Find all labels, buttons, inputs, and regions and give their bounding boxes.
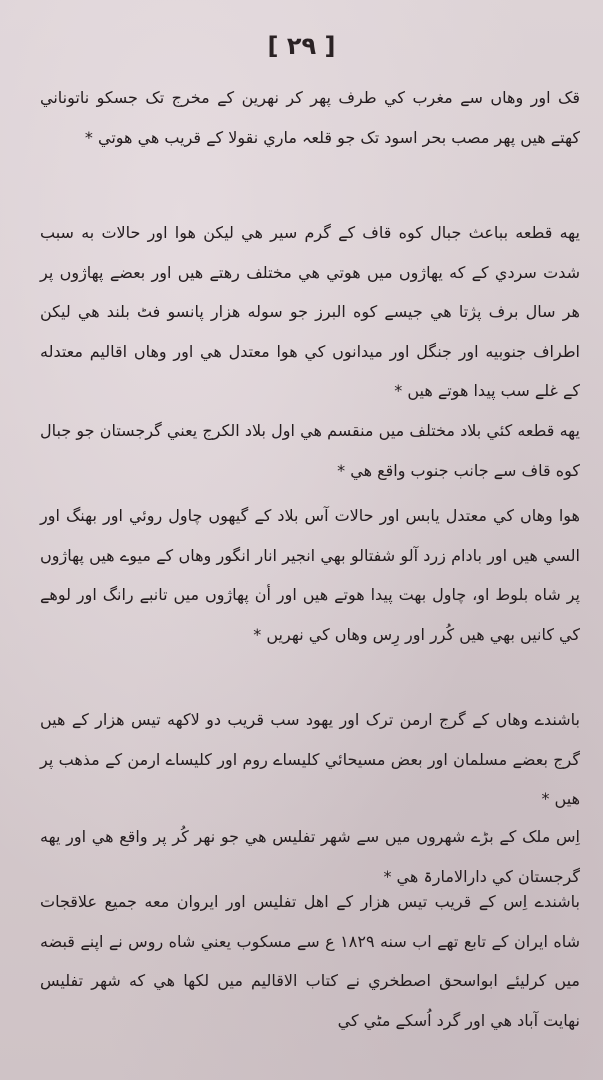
paragraph-text: باشندے وهاں کے گرج ارمن ترک اور يهود سب قريب دو لاکهه تيس هزار کے هيں گرج بعضے مسلمان اور بعض مسيحائي کليساے روم اور کليساے ارمن کے مذهب پر هيں *: [40, 710, 580, 808]
paragraph-text: باشندے اِس کے قريب تيس هزار کے اهل تفليس اور ايروان معه جميع علاقجات شاه ايران کے تابع تهے اب سنه ۱۸۲۹ ع سے مسکوب يعني شاه روس نے اپنے قبضه ميں کرليئے ابواسحق اصطخري نے کتاب الاقاليم ميں لکها هي که شهر تفليس نهايت آباد هي اور گرد اُسکے مٹي کي: [40, 892, 581, 1030]
paragraph-5: [40, 700, 580, 819]
paragraph-text: يهه قطعه بباعث جبال کوه قاف کے گرم سير هي ليکن هوا اور حالات به سبب شدت سردي کے که يهاژوں ميں هوتي هي مختلف رهتے هيں اور بعضے پهاژوں پر هر سال برف پژتا هي جيسے کوه البرز جو سوله هزار پانسو فٹ بلند هي ليکن اطراف جنوبيه اور جنگل اور ميدانوں کي هوا معتدل هي اور وهاں اقاليم معتدله کے غلے سب پيدا هوتے هيں *: [40, 223, 580, 400]
paragraph-text: قک اور وهاں سے مغرب کي طرف پهر کر نهرين کے مخرج تک جسکو ناتوناني کهتے هيں پهر مصب بحر اسود تک جو قلعہ ماري نقولا کے قريب هي هوتي *: [40, 88, 580, 147]
page-number: [ ۲۹ ]: [267, 32, 336, 60]
paragraph-text: هوا وهاں کي معتدل يابس اور حالات آس بلاد کے گيهوں چاول روئي اور بهنگ اور السي هيں اور بادام زرد آلو شفتالو بهي انجير انار انگور وهاں کے ميوے هيں پهاژوں پر شاه بلوط او، چاول بهت پيدا هوتے هيں اور أن پهاژوں ميں تانبے رانگ اور لوهے کي کانيں بهي هيں کُرر اور رِس وهاں کي نهريں *: [40, 506, 580, 644]
paragraph-text: اِس ملک کے بڑے شهروں ميں سے شهر تفليس هي جو نهر کُر پر واقع هي اور يهه گرجستان کي دارالامارۃ هي *: [40, 827, 580, 886]
paragraph-text: يهه قطعه کئي بلاد مختلف ميں منقسم هي اول بلاد الکرج يعني گرجستان جو جبال کوه قاف سے جانب جنوب واقع هي *: [40, 421, 580, 480]
paragraph-4: [40, 496, 580, 654]
paragraph-2: [40, 213, 580, 411]
paragraph-1: [40, 78, 580, 157]
paragraph-7: [40, 882, 580, 1040]
paragraph-3: [40, 411, 580, 490]
